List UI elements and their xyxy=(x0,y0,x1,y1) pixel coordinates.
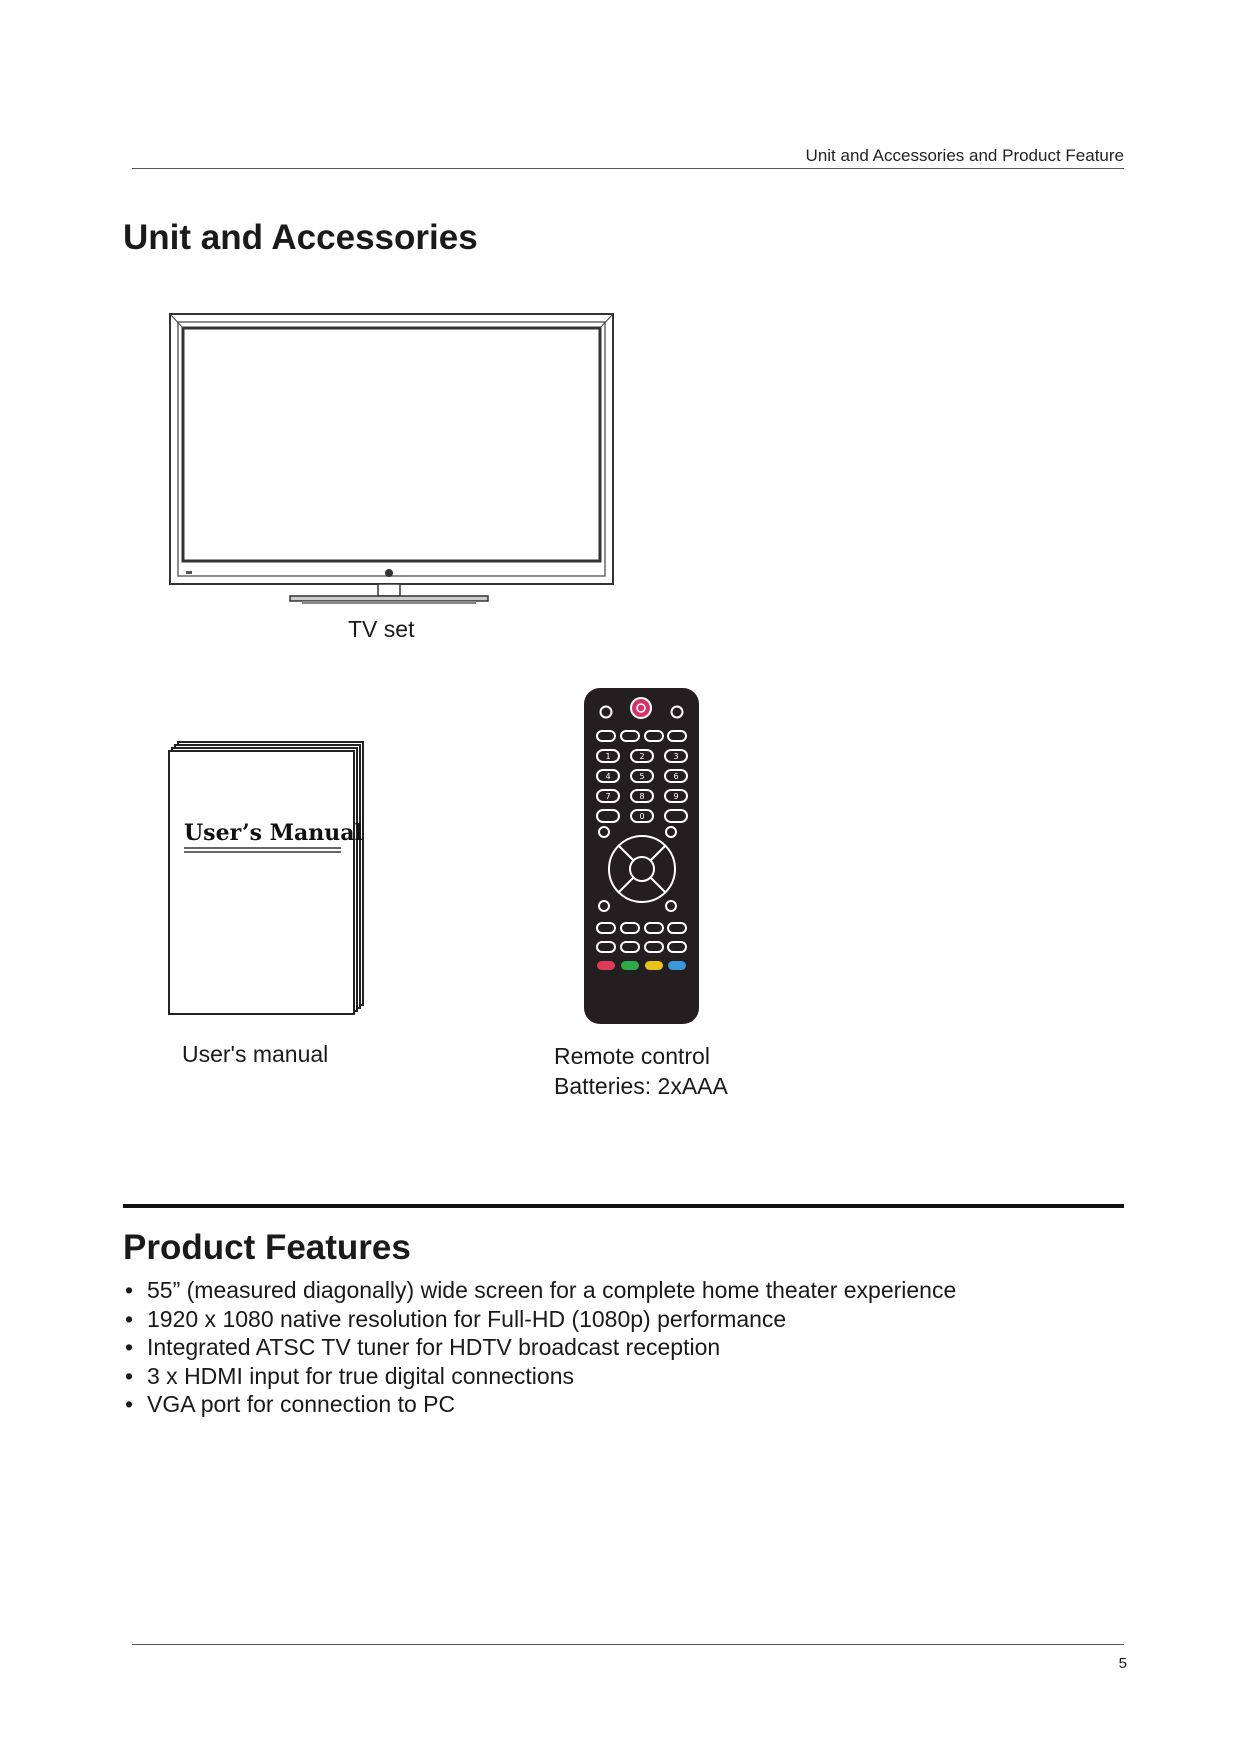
section-title-unit: Unit and Accessories xyxy=(123,218,478,257)
page-number: 5 xyxy=(1118,1655,1127,1672)
bullet-icon: • xyxy=(125,1391,134,1417)
remote-control-illustration xyxy=(582,686,702,1028)
svg-text:2: 2 xyxy=(639,752,645,761)
blue-button-icon xyxy=(668,961,686,970)
feature-text: 3 x HDMI input for true digital connections xyxy=(147,1362,574,1389)
red-button-icon xyxy=(597,961,615,970)
bullet-icon: • xyxy=(125,1277,134,1303)
running-header: Unit and Accessories and Product Feature xyxy=(805,146,1124,165)
svg-text:9: 9 xyxy=(673,792,679,801)
bullet-icon: • xyxy=(125,1334,134,1360)
svg-text:7: 7 xyxy=(605,792,611,801)
manual-book-icon xyxy=(168,740,368,1015)
features-list xyxy=(123,1276,956,1419)
feature-text: 1920 x 1080 native resolution for Full-HD (1080p) performance xyxy=(147,1305,787,1332)
tv-set-illustration xyxy=(168,312,618,612)
header-rule xyxy=(132,168,1124,169)
feature-item xyxy=(123,1276,956,1305)
manual-cover-title: User’s Manual xyxy=(184,820,363,846)
remote-control-caption xyxy=(554,1041,728,1101)
yellow-button-icon xyxy=(645,961,663,970)
green-button-icon xyxy=(621,961,639,970)
users-manual-illustration xyxy=(168,740,368,1015)
remote-caption-line-1: Remote control xyxy=(554,1043,710,1069)
section-divider xyxy=(123,1204,1124,1208)
users-manual-caption: User's manual xyxy=(182,1041,329,1067)
svg-text:3: 3 xyxy=(673,752,679,761)
feature-text: VGA port for connection to PC xyxy=(147,1391,456,1417)
bullet-icon: • xyxy=(125,1305,134,1332)
feature-item xyxy=(123,1362,956,1391)
feature-text: Integrated ATSC TV tuner for HDTV broadcast reception xyxy=(147,1334,721,1360)
power-button-icon xyxy=(631,698,651,718)
feature-item xyxy=(123,1333,956,1362)
svg-text:4: 4 xyxy=(605,772,611,781)
section-title-features: Product Features xyxy=(123,1228,411,1267)
feature-text: 55” (measured diagonally) wide screen for a complete home theater experience xyxy=(147,1277,957,1303)
svg-text:6: 6 xyxy=(673,772,679,781)
feature-item xyxy=(123,1390,956,1419)
svg-text:0: 0 xyxy=(639,812,645,821)
svg-text:5: 5 xyxy=(639,772,645,781)
remote-caption-line-2: Batteries: 2xAAA xyxy=(554,1073,728,1099)
tv-set-caption: TV set xyxy=(348,616,415,642)
svg-text:8: 8 xyxy=(639,792,645,801)
svg-text:1: 1 xyxy=(605,752,611,761)
footer-rule xyxy=(132,1644,1124,1645)
feature-item xyxy=(123,1305,956,1334)
bullet-icon: • xyxy=(125,1362,134,1389)
